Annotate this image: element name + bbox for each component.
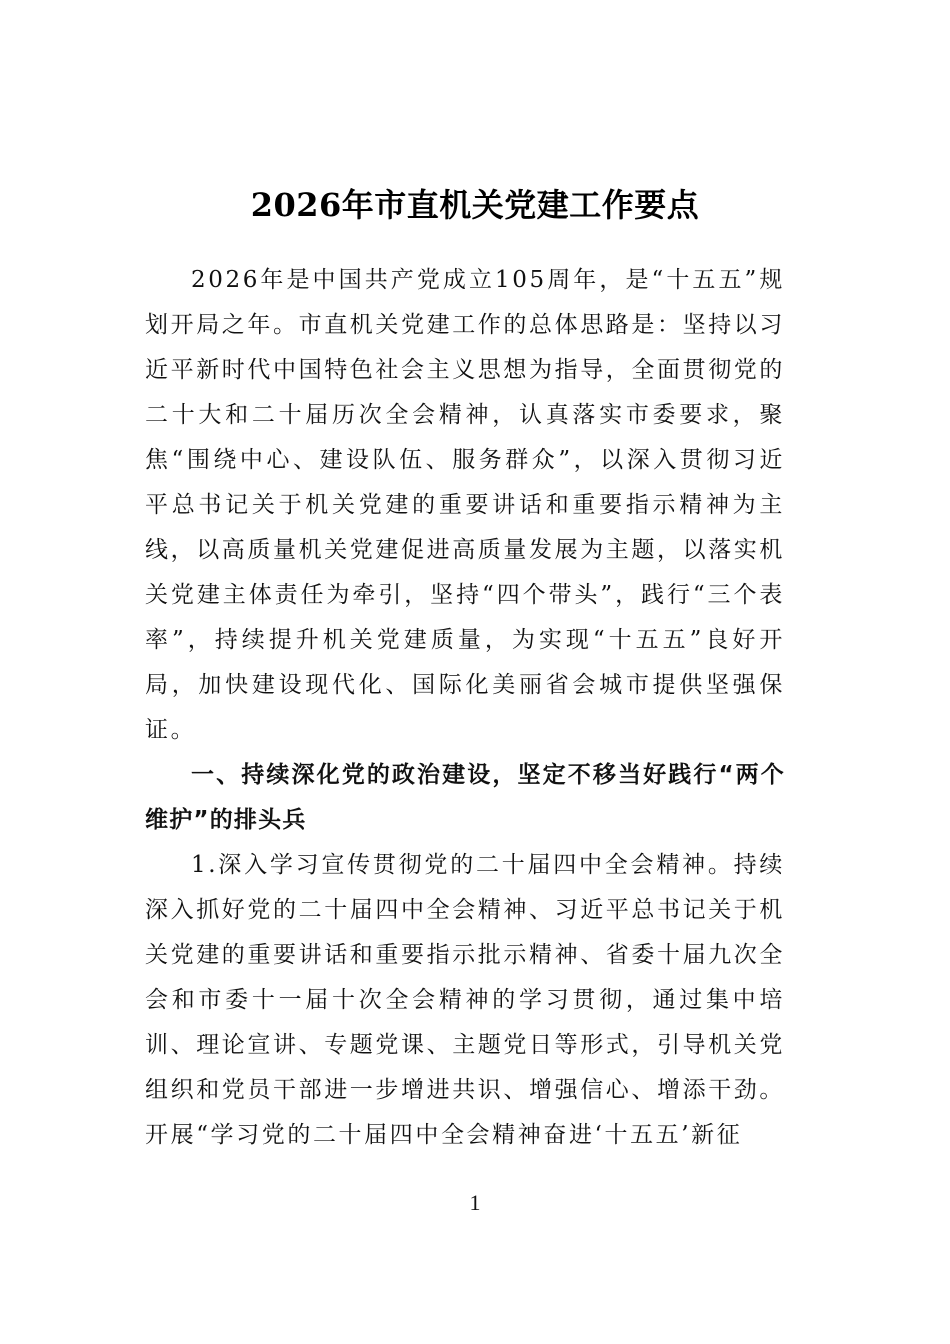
section-heading-1: 一、持续深化党的政治建设，坚定不移当好践行“两个维护”的排头兵 [145, 762, 785, 833]
document-title: 2026年市直机关党建工作要点 [250, 186, 700, 225]
page-number: 1 [469, 1190, 481, 1215]
document-body [145, 258, 785, 1158]
item-paragraph-1: 1.深入学习宣传贯彻党的二十届四中全会精神。持续深入抓好党的二十届四中全会精神、习近平总书记关于机关党建的重要讲话和重要指示批示精神、省委十届九次全会和市委十一届十次全会精神的学习贯彻，通过集中培训、理论宣讲、专题党课、主题党日等形式，引导机关党组织和党员干部进一步增进共识、增强信心、增添干劲。开展“学习党的二十届四中全会精神奋进‘十五五’新征 [145, 852, 785, 1148]
intro-paragraph: 2026年是中国共产党成立105周年，是“十五五”规划开局之年。市直机关党建工作的总体思路是：坚持以习近平新时代中国特色社会主义思想为指导，全面贯彻党的二十大和二十届历次全会精神，认真落实市委要求，聚焦“围绕中心、建设队伍、服务群众”，以深入贯彻习近平总书记关于机关党建的重要讲话和重要指示精神为主线，以高质量机关党建促进高质量发展为主题，以落实机关党建主体责任为牵引，坚持“四个带头”，践行“三个表率”，持续提升机关党建质量，为实现“十五五”良好开局，加快建设现代化、国际化美丽省会城市提供坚强保证。 [145, 267, 785, 743]
